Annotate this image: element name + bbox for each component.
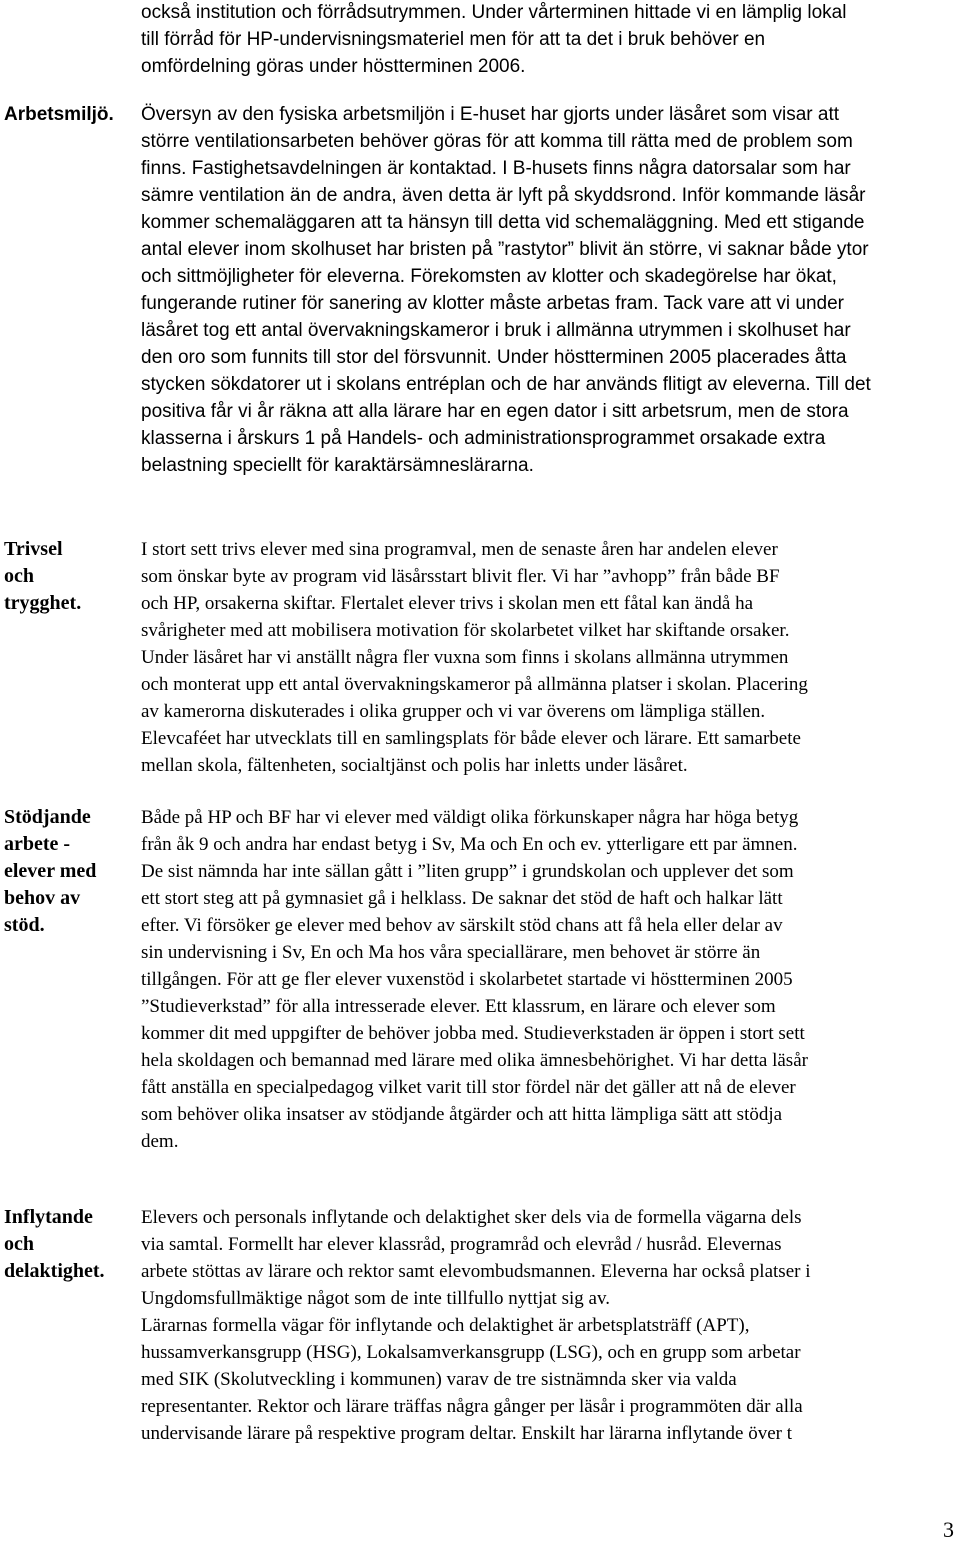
text-line: läsåret tog ett antal övervakningskameror i bruk i allmänna utrymmen i skolhuset har [141,320,851,341]
text-line: fått anställa en specialpedagog vilket varit till stor fördel när det gäller att nå de elever [141,1077,796,1098]
heading-line: delaktighet. [4,1260,105,1282]
text-line: Översyn av den fysiska arbetsmiljön i E-huset har gjorts under läsåret som visar att [141,104,840,125]
top-paragraph [141,0,956,80]
text-line: undervisande lärare på respektive program deltar. Enskilt har lärarna inflytande över t [141,1423,793,1444]
text-line: ”Studieverkstad” för alla intresserade elever. Ett klassrum, en lärare och elever som [141,996,776,1017]
text-line: kommer schemaläggaren att ta hänsyn till detta vid schemaläggning. Med ett stigande [141,212,865,233]
heading-line: trygghet. [4,592,82,614]
text-line: tillgången. För att ge fler elever vuxenstöd i skolarbetet startade vi höstterminen 2005 [141,969,793,990]
section-heading-arbetsmiljo: Arbetsmiljö. [4,104,114,125]
text-line: och sittmöjligheter för eleverna. Förekomsten av klotter och skadegörelse har ökat, [141,266,837,287]
text-line: hela skoldagen och bemannad med lärare med olika ämnesbehörighet. Vi har detta läsår [141,1050,808,1071]
section-body-stodjande [141,804,956,1155]
text-line: den oro som funnits till stor del försvunnit. Under höstterminen 2005 placerades åtta [141,347,847,368]
text-line: finns. Fastighetsavdelningen är kontaktad. I B-husets finns några datorsalar som har [141,158,851,179]
section-heading-stodjande [4,804,96,939]
section-body-arbetsmiljo [141,101,956,479]
text-line: De sist nämnda har inte sällan gått i ”liten grupp” i grundskolan och upplever det som [141,861,794,882]
text-line: klasserna i årskurs 1 på Handels- och administrationsprogrammet orsakade extra [141,428,826,449]
text-line: antal elever inom skolhuset har bristen på ”rastytor” blivit än större, vi saknar både ytor [141,239,869,260]
text-line: Ungdomsfullmäktige något som de inte tillfullo nyttjat sig av. [141,1288,610,1309]
text-line: som behöver olika insatser av stödjande åtgärder och att hitta lämpliga sätt att stödja [141,1104,783,1125]
text-line: arbete stöttas av lärare och rektor samt elevombudsmannen. Eleverna har också platser i [141,1261,811,1282]
text-line: belastning speciellt för karaktärsämneslärarna. [141,455,534,476]
text-line: sämre ventilation än de andra, även detta är lyft på skyddsrond. Inför kommande läsår [141,185,866,206]
text-line: stycken sökdatorer ut i skolans entréplan och de har används flitigt av eleverna. Till det [141,374,871,395]
text-line: kommer dit med uppgifter de behöver jobba med. Studieverkstaden är öppen i stort sett [141,1023,805,1044]
heading-line: stöd. [4,914,45,936]
text-line: från åk 9 och andra har endast betyg i Sv, Ma och En och ev. ytterligare ett par ämnen. [141,834,798,855]
text-line: till förråd för HP-undervisningsmateriel men för att ta det i bruk behöver en [141,29,766,50]
heading-line: och [4,1233,34,1255]
text-line: med SIK (Skolutveckling i kommunen) varav de tre sistnämnda sker via valda [141,1369,737,1390]
text-line: svårigheter med att mobilisera motivation för skolarbetet vilket har skiftande orsaker. [141,620,790,641]
heading-line: och [4,565,34,587]
text-line: Lärarnas formella vägar för inflytande och delaktighet är arbetsplatsträff (APT), [141,1315,750,1336]
heading-line: elever med [4,860,97,882]
text-line: också institution och förrådsutrymmen. Under vårterminen hittade vi en lämplig lokal [141,2,847,23]
text-line: och monterat upp ett antal övervakningskameror på allmänna platser i skolan. Placering [141,674,808,695]
text-line: Elevcaféet har utvecklats till en samlingsplats för både elever och lärare. Ett samarbete [141,728,801,749]
section-body-inflytande [141,1204,956,1447]
text-line: positiva får vi år räkna att alla lärare har en egen dator i sitt arbetsrum, men de stora [141,401,849,422]
heading-line: Inflytande [4,1206,93,1228]
text-line: I stort sett trivs elever med sina programval, men de senaste åren har andelen elever [141,539,778,560]
text-line: efter. Vi försöker ge elever med behov av särskilt stöd chans att få hela eller delar av [141,915,783,936]
heading-line: arbete - [4,833,71,855]
section-heading-inflytande [4,1204,105,1285]
text-line: dem. [141,1131,179,1152]
text-line: Elevers och personals inflytande och delaktighet sker dels via de formella vägarna dels [141,1207,802,1228]
text-line: mellan skola, fältenheten, socialtjänst och polis har inletts under läsåret. [141,755,688,776]
text-line: sin undervisning i Sv, En och Ma hos våra speciallärare, men behovet är större än [141,942,761,963]
heading-line: Stödjande [4,806,91,828]
heading-line: Trivsel [4,538,63,560]
text-line: ett stort steg att på gymnasiet gå i helklass. De saknar det stöd de haft och halkar lätt [141,888,783,909]
text-line: som önskar byte av program vid läsårsstart blivit fler. Vi har ”avhopp” från både BF [141,566,780,587]
text-line: fungerande rutiner för sanering av klotter måste arbetas fram. Tack vare att vi under [141,293,844,314]
page-number: 3 [943,1517,954,1542]
text-line: hussamverkansgrupp (HSG), Lokalsamverkansgrupp (LSG), och en grupp som arbetar [141,1342,801,1363]
text-line: av kamerorna diskuterades i olika grupper och vi var överens om lämpliga ställen. [141,701,766,722]
text-line: representanter. Rektor och lärare träffas några gånger per läsår i programmöten där alla [141,1396,803,1417]
text-line: större ventilationsarbeten behöver göras för att komma till rätta med de problem som [141,131,853,152]
section-body-trivsel [141,536,956,779]
text-line: via samtal. Formellt har elever klassråd, programråd och elevråd / husråd. Elevernas [141,1234,782,1255]
text-line: Under läsåret har vi anställt några fler vuxna som finns i skolans allmänna utrymmen [141,647,789,668]
heading-line: behov av [4,887,81,909]
section-heading-trivsel [4,536,81,617]
text-line: och HP, orsakerna skiftar. Flertalet elever trivs i skolan men ett fåtal kan ändå ha [141,593,754,614]
text-line: Både på HP och BF har vi elever med väldigt olika förkunskaper några har höga betyg [141,807,799,828]
text-line: omfördelning göras under höstterminen 2006. [141,56,526,77]
